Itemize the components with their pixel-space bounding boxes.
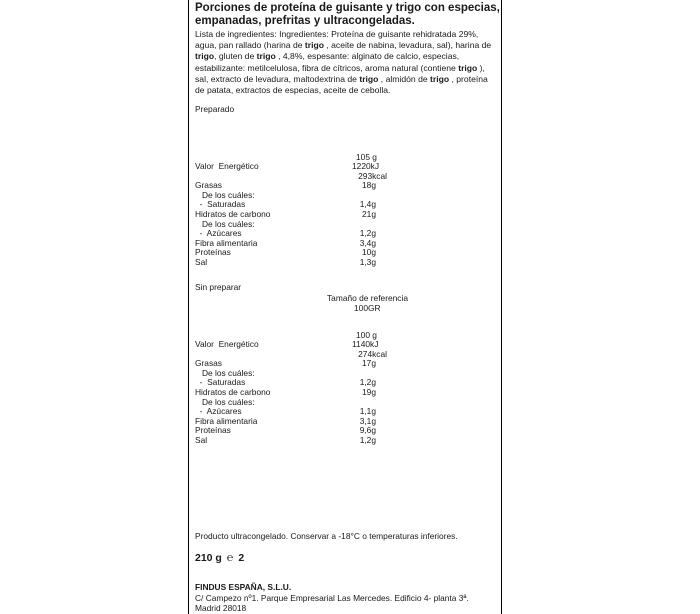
storage-instructions: Producto ultracongelado. Conservar a -18°C o temperaturas inferiores. (195, 531, 458, 541)
nutrition-row-value: 19g (362, 387, 376, 397)
ingredients-text: , 4,8%, espesante: alginato de calcio, especias, estabilizante: metilcelulosa, fibra de cítricos, aroma natural (contiene (195, 51, 460, 73)
nutrition-row-label: Fibra alimentaria (195, 415, 258, 426)
allergen-highlight: trigo (458, 62, 478, 73)
nutrition-row-value: 10g (362, 247, 376, 258)
company-address-line1: C/ Campezo nº1. Parque Empresarial Las Mercedes. Edificio 4- planta 3ª. (195, 593, 469, 603)
nutrition-row-value: 274kcal (358, 348, 387, 359)
portions-count: 2 (238, 552, 245, 564)
reference-size-value: 100GR (354, 303, 381, 313)
nutrition-row-value: 1220kJ (352, 161, 380, 171)
company-name: FINDUS ESPAÑA, S.L.U. (195, 582, 292, 592)
nutrition-row-value: 1140kJ (352, 339, 379, 349)
nutrition-row-label: Valor Energético (195, 161, 259, 171)
nutrition-row-label: De los cuáles: (195, 218, 255, 229)
nutrition-row-value: 9,6g (359, 425, 376, 436)
ingredients-text: ), sal, extracto de levadura, maltodextrina de (195, 62, 485, 84)
nutrition-row-label: Sal (195, 257, 208, 267)
nutrition-row-label: - Azúcares (195, 228, 242, 239)
ingredients-text: Lista de ingredientes: Ingredientes: Proteína de guisante rehidratada 29%, agua, pan rallado (harina de (195, 29, 479, 51)
nutrition-row-value: 1,2g (359, 435, 376, 445)
nutrition-row-label: Valor Energético (195, 339, 259, 349)
nutrition-row-value: 21g (362, 209, 376, 219)
allergen-highlight: trigo (304, 40, 324, 51)
nutrition-row-value: 17g (362, 358, 376, 369)
unprepared-heading: Sin preparar (195, 282, 242, 292)
ingredients-text: , almidón de (378, 73, 431, 84)
nutrition-row-label: Fibra alimentaria (195, 237, 258, 248)
nutrition-row-value: 293kcal (358, 170, 387, 181)
nutrition-row-label: - Saturadas (195, 199, 246, 210)
nutrition-row-label: Proteínas (195, 247, 231, 258)
nutrition-row-label: De los cuáles: (195, 189, 255, 200)
ingredients-text: , gluten de (214, 51, 257, 62)
unprepared-portion: 100 g (356, 330, 377, 340)
product-title (195, 2, 500, 28)
allergen-highlight: trigo (359, 73, 379, 84)
ingredients-list (195, 29, 495, 96)
allergen-highlight: trigo (256, 51, 276, 62)
estimated-sign-icon: ℮ (226, 552, 234, 564)
prepared-portion: 105 g (356, 152, 377, 162)
reference-size-label: Tamaño de referencia (327, 293, 409, 303)
net-weight (195, 552, 244, 564)
nutrition-row-label: Hidratos de carbono (195, 209, 271, 219)
nutrition-row-label: - Azúcares (195, 406, 242, 417)
nutrition-row-label: De los cuáles: (195, 396, 255, 407)
net-weight-value: 210 g (195, 552, 222, 564)
product-title-line2: empanadas, prefritas y ultracongeladas. (195, 15, 415, 27)
nutrition-row-label: Grasas (195, 180, 222, 191)
nutrition-row-value: 18g (362, 180, 376, 191)
nutrition-row-label: - Saturadas (195, 377, 246, 388)
ingredients-text: , proteína de patata, extractos de especias, aceite de cebolla. (195, 73, 488, 96)
nutrition-row-value: 1,2g (359, 377, 376, 388)
nutrition-row-label: Proteínas (195, 425, 231, 436)
nutrition-row-label: De los cuáles: (195, 367, 255, 378)
product-title-line1: Porciones de proteína de guisante y trigo con especias, (195, 2, 500, 14)
nutrition-row-value: 1,4g (359, 199, 376, 210)
nutrition-row-value: 3,1g (359, 415, 376, 426)
company-address-line2: Madrid 28018 (195, 603, 247, 613)
nutrition-row-value: 1,2g (359, 228, 376, 239)
ingredients-text: , aceite de nabina, levadura, sal), harina de (323, 40, 492, 51)
allergen-highlight: trigo (430, 73, 450, 84)
nutrition-row-label: Sal (195, 435, 208, 445)
nutrition-row-value: 3,4g (359, 237, 376, 248)
nutrition-row-label: Grasas (195, 358, 222, 369)
prepared-heading: Preparado (195, 104, 235, 114)
nutrition-row-value: 1,1g (359, 406, 376, 417)
allergen-highlight: trigo (195, 51, 215, 62)
nutrition-row-value: 1,3g (359, 257, 376, 267)
nutrition-row-label: Hidratos de carbono (195, 387, 271, 397)
company-block (195, 582, 469, 613)
